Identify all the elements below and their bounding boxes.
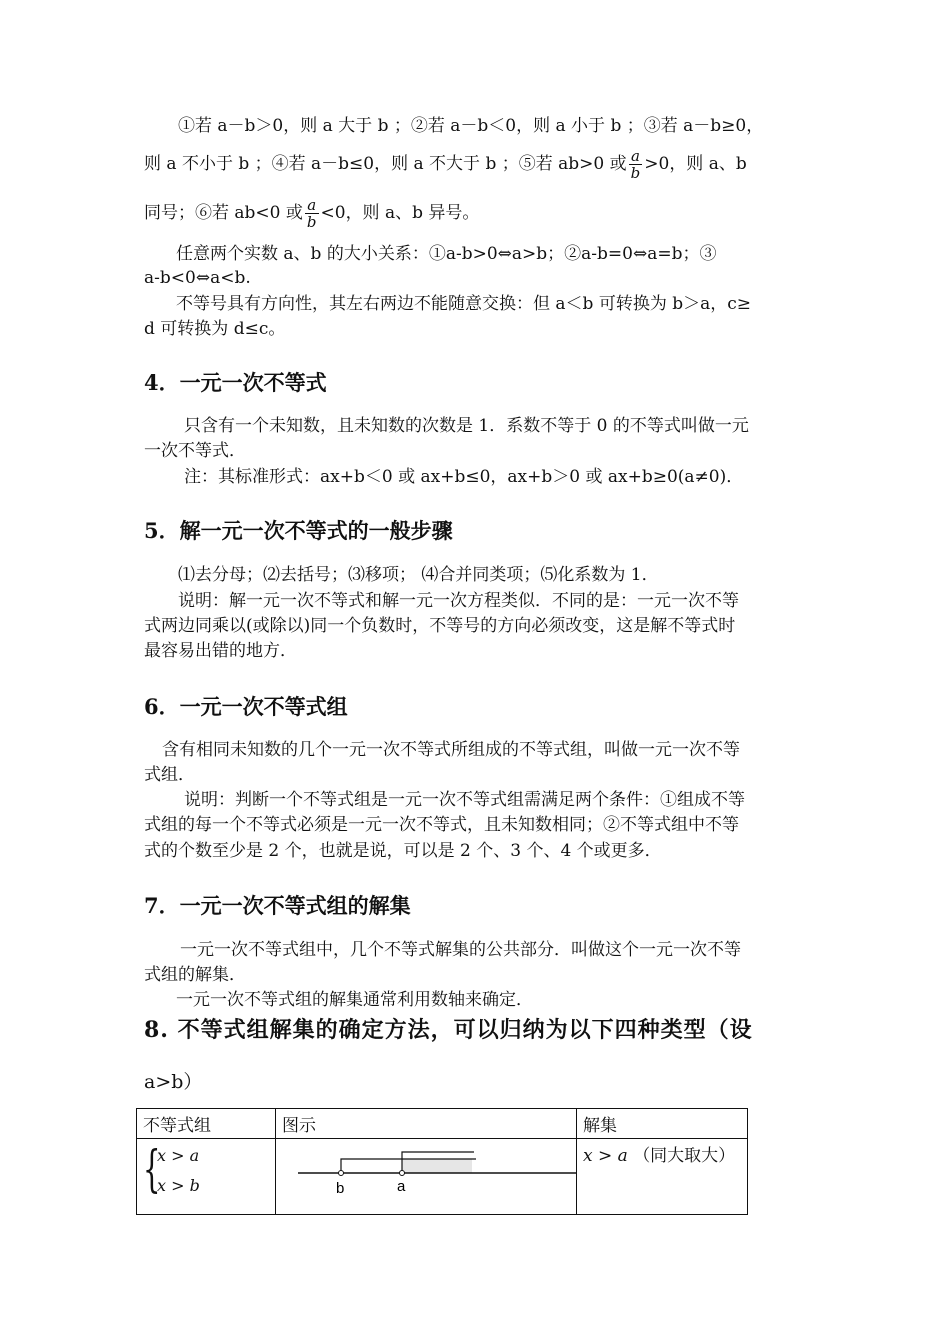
fraction	[305, 197, 319, 230]
text-line: 一元一次不等式组的解集通常利用数轴来确定．	[176, 990, 533, 1010]
text-line: 说明：解一元一次不等式和解一元一次方程类似．不同的是：一元一次不等	[178, 591, 739, 611]
inequality: x > a	[157, 1146, 200, 1165]
open-point-b	[339, 1171, 344, 1176]
table-row	[137, 1139, 748, 1215]
number-line-cell	[276, 1139, 577, 1215]
solution-shading	[402, 1159, 472, 1173]
text-line: 含有相同未知数的几个一元一次不等式所组成的不等式组，叫做一元一次不等	[162, 740, 740, 760]
brace-icon: {	[143, 1140, 161, 1198]
number-line-diagram	[276, 1139, 576, 1209]
text-line: 式的个数至少是 2 个，也就是说，可以是 2 个、3 个、4 个或更多．	[144, 841, 662, 861]
text-line	[144, 197, 808, 230]
text-line	[144, 148, 808, 181]
fraction-relation: >0	[644, 154, 670, 174]
table-header-cell: 图示	[276, 1109, 577, 1139]
section-heading: 5．解一元一次不等式的一般步骤	[144, 518, 453, 543]
solution-math: x > a	[583, 1146, 628, 1166]
text-segment: ，则 a、b	[669, 154, 747, 174]
text-line: 最容易出错的地方．	[144, 641, 297, 661]
text-line: a-b<0⇔a<b.	[144, 268, 251, 288]
section-heading-continued: a>b）	[144, 1071, 203, 1093]
text-line: 说明：判断一个不等式组是一元一次不等式组需满足两个条件：①组成不等	[184, 790, 745, 810]
text-line: ⑴去分母；⑵去括号；⑶移项； ⑷合并同类项；⑸化系数为 1．	[178, 565, 659, 585]
text-line: 注：其标准形式：ax+b＜0 或 ax+b≤0，ax+b＞0 或 ax+b≥0(a≠0)．	[184, 467, 744, 487]
section-heading: 4．一元一次不等式	[144, 370, 327, 395]
fraction-denominator: b	[306, 213, 317, 231]
fraction-numerator: a	[629, 148, 643, 165]
section-heading: 7．一元一次不等式组的解集	[144, 893, 411, 918]
inequality-system	[143, 1141, 269, 1201]
text-segment: ，则 a、b 异号。	[345, 203, 480, 223]
text-line: 式组的解集．	[144, 965, 246, 985]
text-line: 不等号具有方向性，其左右两边不能随意交换：但 a＜b 可转换为 b＞a，c≥	[176, 294, 752, 314]
text-line: 一次不等式．	[144, 441, 246, 461]
inequality: x > b	[157, 1176, 200, 1195]
axis-label-b: b	[336, 1180, 345, 1197]
text-line: 只含有一个未知数，且未知数的次数是 1．系数不等于 0 的不等式叫做一元	[184, 416, 749, 436]
text-segment: 同号；⑥若 ab<0 或	[144, 203, 303, 223]
section-heading: 6．一元一次不等式组	[144, 694, 348, 719]
text-line: 任意两个实数 a、b 的大小关系：①a-b>0⇔a>b；②a-b=0⇔a=b；③	[176, 244, 717, 264]
text-line: 一元一次不等式组中，几个不等式解集的公共部分．叫做这个一元一次不等	[180, 940, 741, 960]
section-heading: 8. 不等式组解集的确定方法，可以归纳为以下四种类型（设	[144, 1017, 753, 1043]
text-line: 式两边同乘以(或除以)同一个负数时，不等号的方向必须改变，这是解不等式时	[144, 616, 736, 636]
fraction-denominator: b	[630, 164, 641, 182]
text-line: d 可转换为 d≤c。	[144, 319, 286, 339]
solution-cell	[577, 1139, 748, 1215]
table-header-cell: 解集	[577, 1109, 748, 1139]
table-header-cell: 不等式组	[137, 1109, 276, 1139]
solution-table	[136, 1108, 748, 1215]
fraction	[629, 148, 643, 181]
text-line: 式组．	[144, 765, 195, 785]
solution-note: （同大取大）	[633, 1146, 736, 1166]
fraction-relation: <0	[320, 203, 346, 223]
open-point-a	[400, 1171, 405, 1176]
axis-label-a: a	[397, 1178, 406, 1195]
text-line: ①若 a－b＞0，则 a 大于 b ；②若 a－b＜0，则 a 小于 b ；③若 a－b≥0，	[178, 116, 764, 136]
text-line: 式组的每一个不等式必须是一元一次不等式，且未知数相同；②不等式组中不等	[144, 815, 739, 835]
inequality-system-cell	[137, 1139, 276, 1215]
fraction-numerator: a	[305, 197, 319, 214]
text-segment: 则 a 不小于 b ；④若 a－b≤0，则 a 不大于 b ；⑤若 ab>0 或	[144, 154, 627, 174]
table-header-row	[137, 1109, 748, 1139]
